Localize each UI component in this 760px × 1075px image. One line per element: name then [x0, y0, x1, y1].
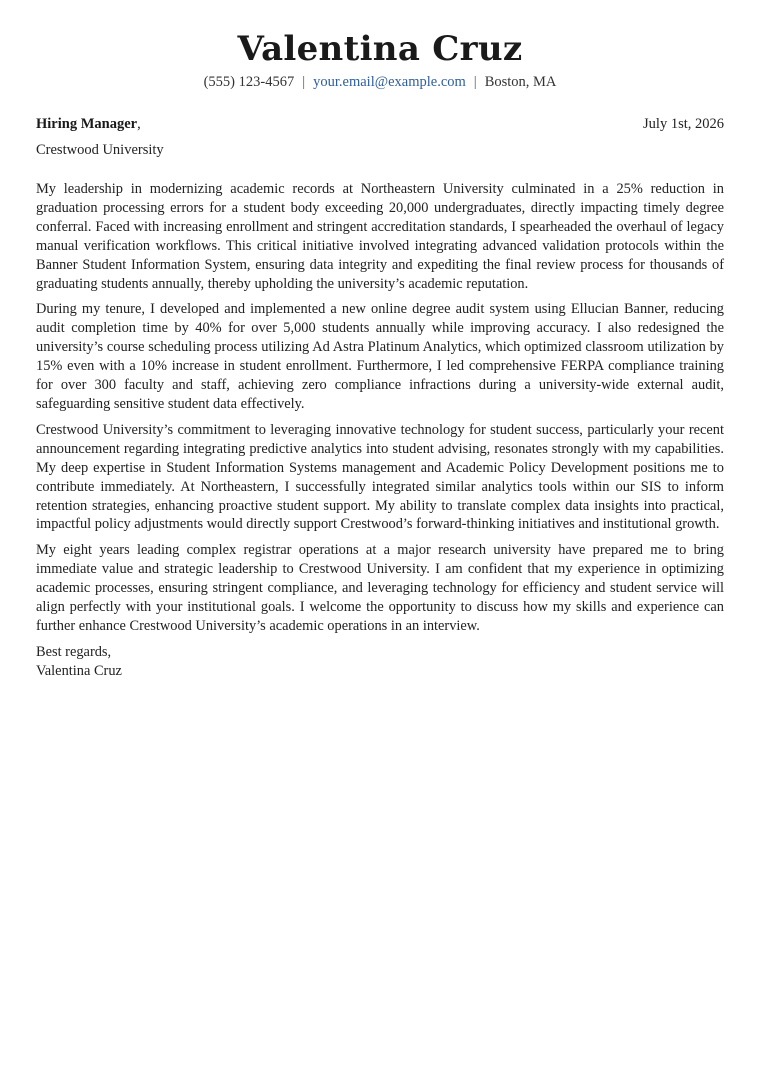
body-paragraph: My leadership in modernizing academic records at Northeastern University culminated in a 25% reduction in graduation processing errors for a student body exceeding 20,000 undergraduates, directly impacting timely degree conferral. Faced with increasing enrollment and stringent accreditation standards, I spearheaded the overhaul of legacy manual verification workflows. This critical initiative involved integrating advanced validation protocols within the Banner Student Information System, ensuring data integrity and expediting the final review process for thousands of graduating students annually, thereby upholding the university’s academic reputation.	[36, 181, 724, 292]
contact-separator: |	[473, 74, 477, 90]
recipient-name: Hiring Manager	[36, 116, 138, 132]
recipient-organization: Crestwood University	[36, 142, 164, 158]
letter-closing	[36, 643, 724, 681]
contact-line	[36, 73, 724, 91]
location: Boston, MA	[484, 74, 557, 90]
letter-date: July 1st, 2026	[643, 116, 724, 132]
letter-body	[36, 180, 724, 681]
email-link[interactable]: your.email@example.com	[313, 74, 466, 90]
body-paragraph: My eight years leading complex registrar operations at a major research university have prepared me to bring immediate value and strategic leadership to Crestwood University. I am confident that my experience in optimizing academic processes, ensuring stringent compliance, and leveraging technology for efficiency and student service will align perfectly with your institutional goals. I welcome the opportunity to discuss how my skills and experience can further enhance Crestwood University’s academic operations in an interview.	[36, 542, 724, 634]
recipient-punctuation: ,	[137, 116, 141, 132]
signature-name: Valentina Cruz	[36, 662, 122, 679]
recipient-line	[36, 115, 724, 133]
sign-off: Best regards,	[36, 643, 112, 660]
body-paragraph: Crestwood University’s commitment to leveraging innovative technology for student success, particularly your recent announcement regarding integrating predictive analytics into student advising, resonates strongly with my capabilities. My deep expertise in Student Information Systems management and Academic Policy Development positions me to contribute immediately. At Northeastern, I successfully integrated similar analytics tools within our SIS to inform retention strategies, enhancing proactive student support. My ability to translate complex data insights into practical, impactful policy adjustments would directly support Crestwood’s forward-thinking initiatives and institutional growth.	[36, 421, 724, 533]
phone-number: (555) 123-4567	[203, 74, 295, 90]
body-paragraph: During my tenure, I developed and implemented a new online degree audit system using Ellucian Banner, reducing audit completion time by 40% for over 5,000 students annually while improving accuracy. I also redesigned the university’s course scheduling process utilizing Ad Astra Platinum Analytics, which optimized classroom utilization by 15% even with a 10% increase in student enrollment. Furthermore, I led comprehensive FERPA compliance training for over 300 faculty and staff, achieving zero compliance infractions during a university-wide external audit, safeguarding sensitive student data effectively.	[36, 301, 724, 412]
applicant-name: Valentina Cruz	[237, 29, 523, 69]
contact-separator: |	[302, 74, 306, 90]
